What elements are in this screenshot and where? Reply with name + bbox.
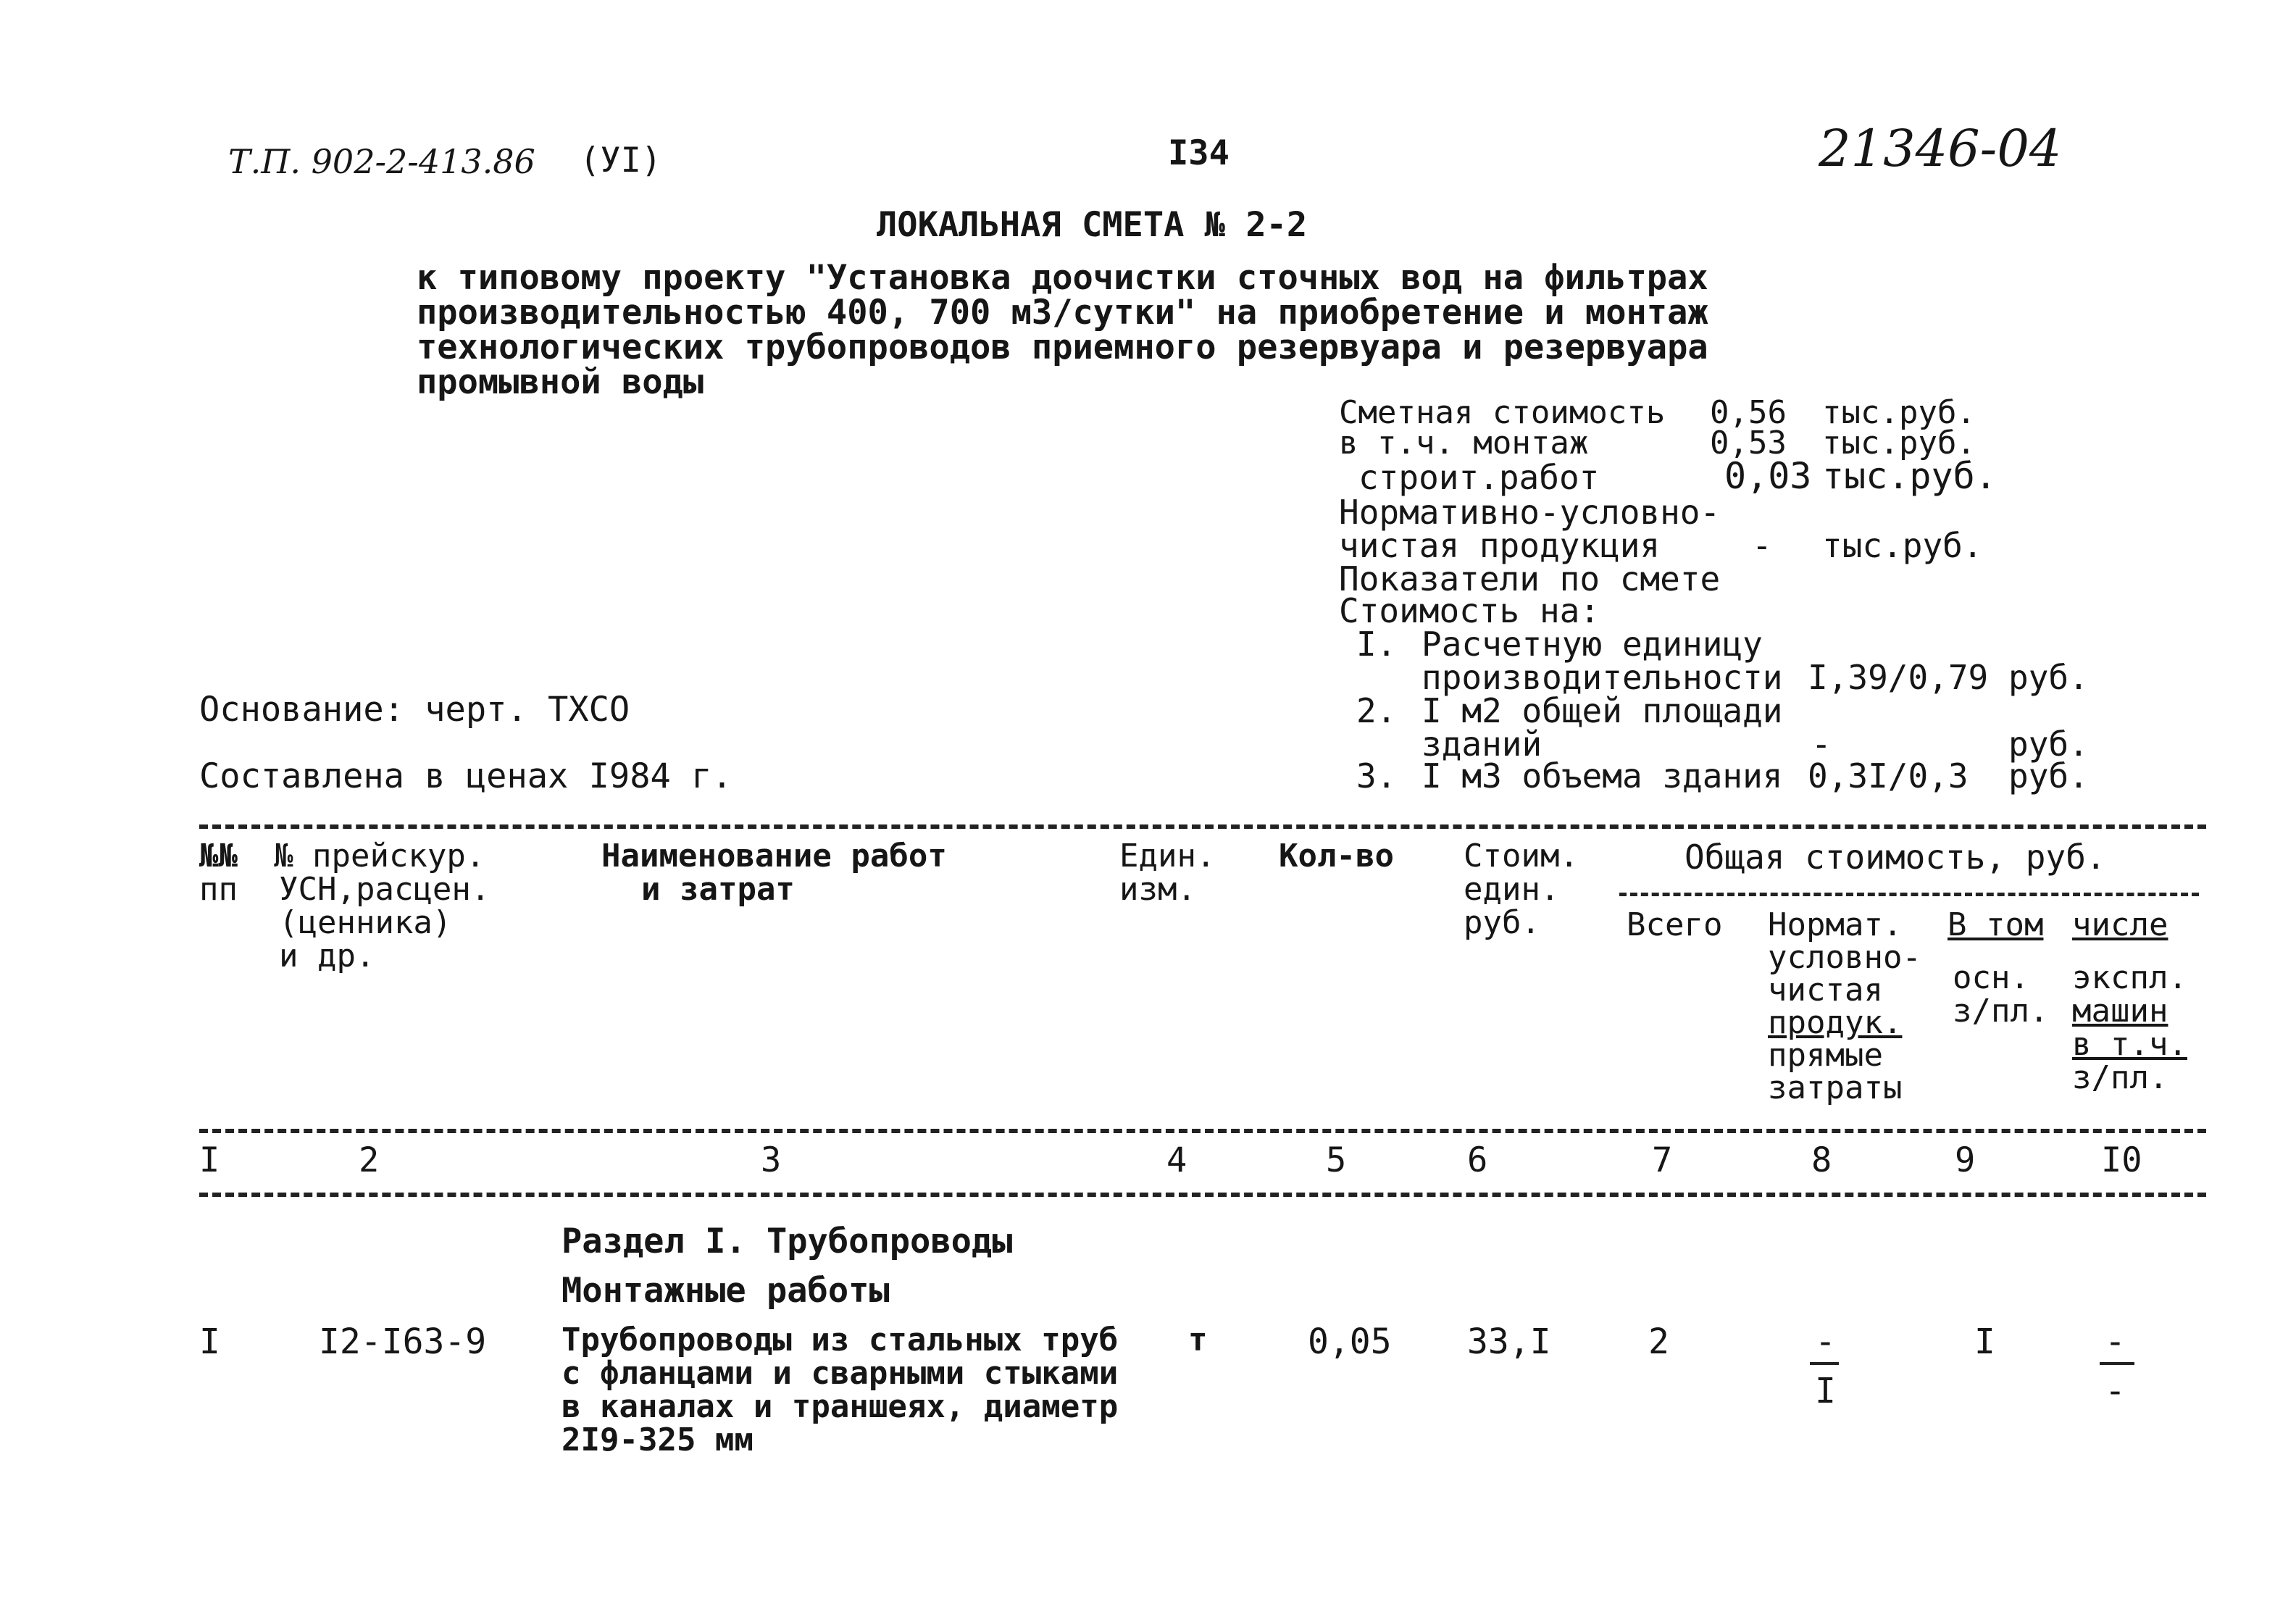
normative-unit: тыс.руб. <box>1822 526 1983 565</box>
column-number: 8 <box>1811 1140 1832 1180</box>
column-number: 9 <box>1955 1140 1976 1180</box>
header-col5: Кол-во <box>1279 838 1394 874</box>
construction-label: строит.работ <box>1358 458 1600 497</box>
install-label: в т.ч. монтаж <box>1339 425 1589 462</box>
column-number: I <box>199 1140 220 1180</box>
subtitle-line: промывной воды <box>417 362 704 402</box>
header-col10: в т.ч. <box>2072 1026 2187 1063</box>
row-code: I2-I63-9 <box>319 1322 487 1362</box>
indicator-number: I. <box>1356 625 1397 664</box>
header-including: В том <box>1948 906 2044 943</box>
fraction-line <box>2100 1362 2134 1365</box>
normative-label: Нормативно-условно- <box>1339 493 1721 532</box>
header-col8: Нормат. <box>1768 906 1903 943</box>
indicator-unit: руб. <box>2008 725 2089 764</box>
header-col2: № прейскур. <box>274 838 485 874</box>
row-base-salary: I <box>1974 1322 1995 1362</box>
header-col4: изм. <box>1119 871 1196 908</box>
row-name: с фланцами и сварными стыками <box>562 1355 1119 1392</box>
page-number: I34 <box>1168 133 1230 173</box>
indicator-unit: руб. <box>2008 756 2089 796</box>
subtitle-line: технологических трубопроводов приемного резервуара и резервуара <box>417 327 1708 367</box>
header-col7: Всего <box>1627 906 1723 943</box>
table-rule <box>1619 893 2199 896</box>
header-col10: з/пл. <box>2072 1059 2168 1096</box>
row-normative-direct: I <box>1815 1371 1836 1411</box>
header-col8: условно- <box>1768 939 1921 976</box>
header-col4: Един. <box>1119 838 1216 874</box>
basis-text: Основание: черт. ТХСО <box>199 690 630 730</box>
volume-number: (УI) <box>580 141 662 180</box>
header-col3: Наименование работ <box>601 838 947 874</box>
row-name: Трубопроводы из стальных труб <box>562 1322 1119 1358</box>
header-col2: и др. <box>279 938 375 974</box>
header-col8: прямые <box>1768 1037 1883 1074</box>
row-normative-direct: - <box>1815 1322 1836 1362</box>
estimate-title: ЛОКАЛЬНАЯ СМЕТА № 2-2 <box>877 205 1308 245</box>
row-machines: - <box>2105 1322 2126 1362</box>
indicator-label: I м2 общей площади <box>1422 691 1783 730</box>
table-rule <box>199 1129 2206 1133</box>
row-name: в каналах и траншеях, диаметр <box>562 1388 1119 1425</box>
indicator-value: 0,3I/0,3 <box>1808 756 1969 796</box>
indicator-number: 3. <box>1356 756 1397 796</box>
indicator-label: производительности <box>1422 658 1783 697</box>
header-col9: осн. <box>1953 959 2029 996</box>
subsection-title: Монтажные работы <box>562 1271 890 1311</box>
indicator-number: 2. <box>1356 691 1397 730</box>
indicator-unit: руб. <box>2008 658 2089 697</box>
row-number: I <box>199 1322 220 1362</box>
row-machines: - <box>2105 1371 2126 1411</box>
install-unit: тыс.руб. <box>1822 425 1976 462</box>
header-col9: з/пл. <box>1953 993 2049 1030</box>
header-col10: машин <box>2072 993 2168 1030</box>
header-including: числе <box>2072 906 2168 943</box>
header-col1: пп <box>199 871 238 908</box>
header-col1: №№ <box>199 838 238 874</box>
column-number: 3 <box>761 1140 782 1180</box>
header-col2: (ценника) <box>279 904 452 941</box>
column-number: 2 <box>359 1140 380 1180</box>
header-col6: един. <box>1464 871 1560 908</box>
header-col6: руб. <box>1464 904 1540 941</box>
fraction-line <box>1810 1362 1839 1365</box>
row-unit-cost: 33,I <box>1467 1322 1551 1362</box>
construction-value: 0,03 <box>1724 455 1812 497</box>
install-value: 0,53 <box>1710 425 1787 462</box>
row-name: 2I9-325 мм <box>562 1421 753 1458</box>
header-total-cost: Общая стоимость, руб. <box>1685 838 2106 877</box>
cost-value: 0,56 <box>1710 394 1787 431</box>
subtitle-line: к типовому проекту "Установка доочистки сточных вод на фильтрах <box>417 258 1708 298</box>
row-total: 2 <box>1648 1322 1669 1362</box>
row-unit: т <box>1188 1322 1208 1358</box>
prices-text: Составлена в ценах I984 г. <box>199 756 732 796</box>
section-title: Раздел I. Трубопроводы <box>562 1222 1013 1261</box>
column-number: 6 <box>1467 1140 1488 1180</box>
table-rule <box>199 1193 2206 1197</box>
cost-unit: тыс.руб. <box>1822 394 1976 431</box>
construction-unit: тыс.руб. <box>1822 455 1997 497</box>
header-col2: УСН,расцен. <box>279 871 490 908</box>
cost-label: Сметная стоимость <box>1339 394 1666 431</box>
header-col6: Стоим. <box>1464 838 1579 874</box>
row-quantity: 0,05 <box>1308 1322 1392 1362</box>
table-rule <box>199 824 2206 829</box>
indicator-value: - <box>1811 725 1832 764</box>
indicators-label: Показатели по смете <box>1339 559 1721 598</box>
indicator-label: I м3 объема здания <box>1422 756 1783 796</box>
header-col3: и затрат <box>641 871 795 908</box>
subtitle-line: производительностью 400, 700 м3/сутки" на приобретение и монтаж <box>417 293 1708 333</box>
column-number: 7 <box>1652 1140 1673 1180</box>
column-number: I0 <box>2101 1140 2142 1180</box>
indicator-label: Расчетную единицу <box>1422 625 1763 664</box>
document-number: 21346-04 <box>1819 119 2062 178</box>
indicator-value: I,39/0,79 <box>1808 658 1989 697</box>
normative-label: чистая продукция <box>1339 526 1661 565</box>
normative-value: - <box>1752 526 1772 565</box>
column-number: 4 <box>1166 1140 1187 1180</box>
column-number: 5 <box>1326 1140 1347 1180</box>
header-col8: продук. <box>1768 1004 1903 1041</box>
project-code: Т.П. 902-2-413.86 <box>228 142 535 181</box>
header-col10: экспл. <box>2072 959 2187 996</box>
indicator-label: зданий <box>1422 725 1543 764</box>
header-col8: чистая <box>1768 972 1883 1009</box>
cost-for-label: Стоимость на: <box>1339 591 1600 630</box>
header-col8: затраты <box>1768 1069 1903 1106</box>
